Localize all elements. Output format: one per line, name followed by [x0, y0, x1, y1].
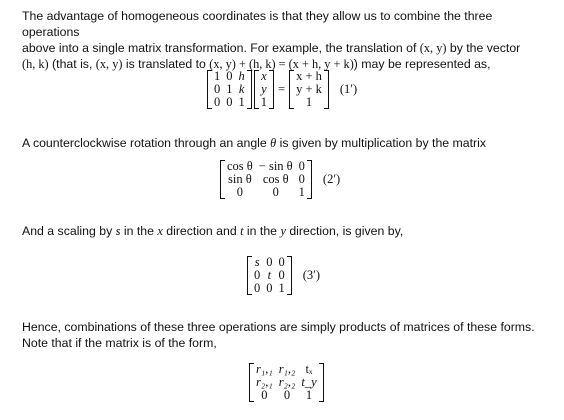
matrix-point — [254, 70, 274, 109]
paragraph-translation — [22, 8, 552, 72]
matrix-entry: 0 — [226, 95, 233, 109]
matrix-entry: tₓ — [305, 362, 313, 376]
equation-translation — [206, 70, 357, 109]
matrix-entry: 1 — [260, 95, 267, 109]
matrix-entry: 0 — [254, 268, 261, 282]
matrix-entry: 0 — [272, 185, 279, 199]
matrix-entry: 0 — [283, 388, 291, 402]
text-line: The advantage of homogeneous coordinates is that they allow us to combine the three operations — [22, 9, 493, 39]
equation-label: (3′) — [302, 268, 321, 282]
matrix-entry: cos θ — [227, 159, 253, 173]
matrix-entry: − sin θ — [258, 159, 293, 173]
matrix-entry: 1 — [226, 82, 233, 96]
equation-scaling — [246, 256, 320, 295]
math-inline: (x, y) — [419, 41, 447, 55]
matrix-row — [253, 389, 320, 402]
matrix-rotation — [220, 160, 312, 199]
matrix-entry: 1 — [305, 95, 313, 109]
matrix-entry: 0 — [226, 69, 233, 83]
equals-sign: = — [278, 82, 286, 96]
matrix-entry: 0 — [298, 172, 305, 186]
text-line: Note that if the matrix is of the form, — [22, 336, 217, 350]
math-inline: (x, y) + (h, k) = (x + h, y + k) — [209, 57, 354, 71]
matrix-entry: t_y — [301, 375, 317, 389]
matrix-entry: 0 — [261, 388, 268, 402]
matrix-entry: r₁,₁ — [256, 362, 273, 376]
matrix-entry: s — [254, 255, 260, 269]
text-line: (h, k) (that is, (x, y) is translated to (x, y) + (h, k) = (x + h, y + k)) may be represented as, — [22, 57, 491, 71]
text-line: above into a single matrix transformation. For example, the translation of (x, y) by the vector — [22, 41, 521, 55]
matrix-entry: 0 — [254, 281, 261, 295]
matrix-entry: r₂,₁ — [256, 375, 273, 389]
matrix-general — [249, 363, 324, 402]
matrix-scaling — [247, 256, 292, 295]
matrix-entry: r₁,₂ — [278, 362, 296, 376]
equation-label: (2′) — [322, 172, 341, 186]
matrix-row — [211, 96, 248, 109]
matrix-row — [293, 96, 325, 109]
matrix-entry: r₂,₂ — [278, 375, 296, 389]
matrix-entry: y — [261, 82, 267, 96]
text-line: Hence, combinations of these three operations are simply products of matrices of these forms. — [22, 320, 535, 334]
matrix-entry: x + h — [296, 69, 322, 83]
matrix-entry: 0 — [278, 268, 285, 282]
equation-rotation — [219, 160, 340, 199]
matrix-row — [224, 186, 308, 199]
paragraph-scaling: And a scaling by s in the x direction and t in the y direction, is given by, — [22, 224, 404, 238]
matrix-row — [258, 96, 270, 109]
math-inline: (h, k) — [22, 57, 49, 71]
paragraph-combination — [22, 319, 552, 351]
math-inline: (x, y) — [95, 57, 123, 71]
math-inline: θ — [270, 136, 277, 150]
paragraph-rotation: A counterclockwise rotation through an angle θ is given by multiplication by the matrix — [22, 136, 487, 150]
equation-general — [248, 363, 325, 402]
equation-label: (1′) — [339, 82, 358, 96]
matrix-entry: 0 — [298, 159, 305, 173]
matrix-entry: y + k — [296, 82, 322, 96]
matrix-row — [251, 282, 288, 295]
matrix-entry: cos θ — [262, 172, 289, 186]
matrix-entry: sin θ — [228, 172, 252, 186]
matrix-entry: 0 — [214, 82, 221, 96]
matrix-entry: 1 — [238, 95, 245, 109]
matrix-result — [289, 70, 329, 109]
matrix-entry: x — [261, 69, 267, 83]
matrix-entry: 0 — [236, 185, 244, 199]
matrix-entry: 1 — [278, 281, 285, 295]
matrix-entry: 0 — [278, 255, 285, 269]
matrix-translation — [207, 70, 252, 109]
matrix-entry: k — [238, 82, 245, 96]
matrix-entry: 1 — [214, 69, 221, 83]
matrix-entry: 1 — [298, 185, 305, 199]
matrix-entry: h — [238, 69, 245, 83]
matrix-entry: 1 — [305, 388, 313, 402]
matrix-entry: t — [267, 268, 272, 282]
matrix-entry: 0 — [214, 95, 221, 109]
matrix-entry: 0 — [266, 255, 273, 269]
matrix-entry: 0 — [266, 281, 273, 295]
